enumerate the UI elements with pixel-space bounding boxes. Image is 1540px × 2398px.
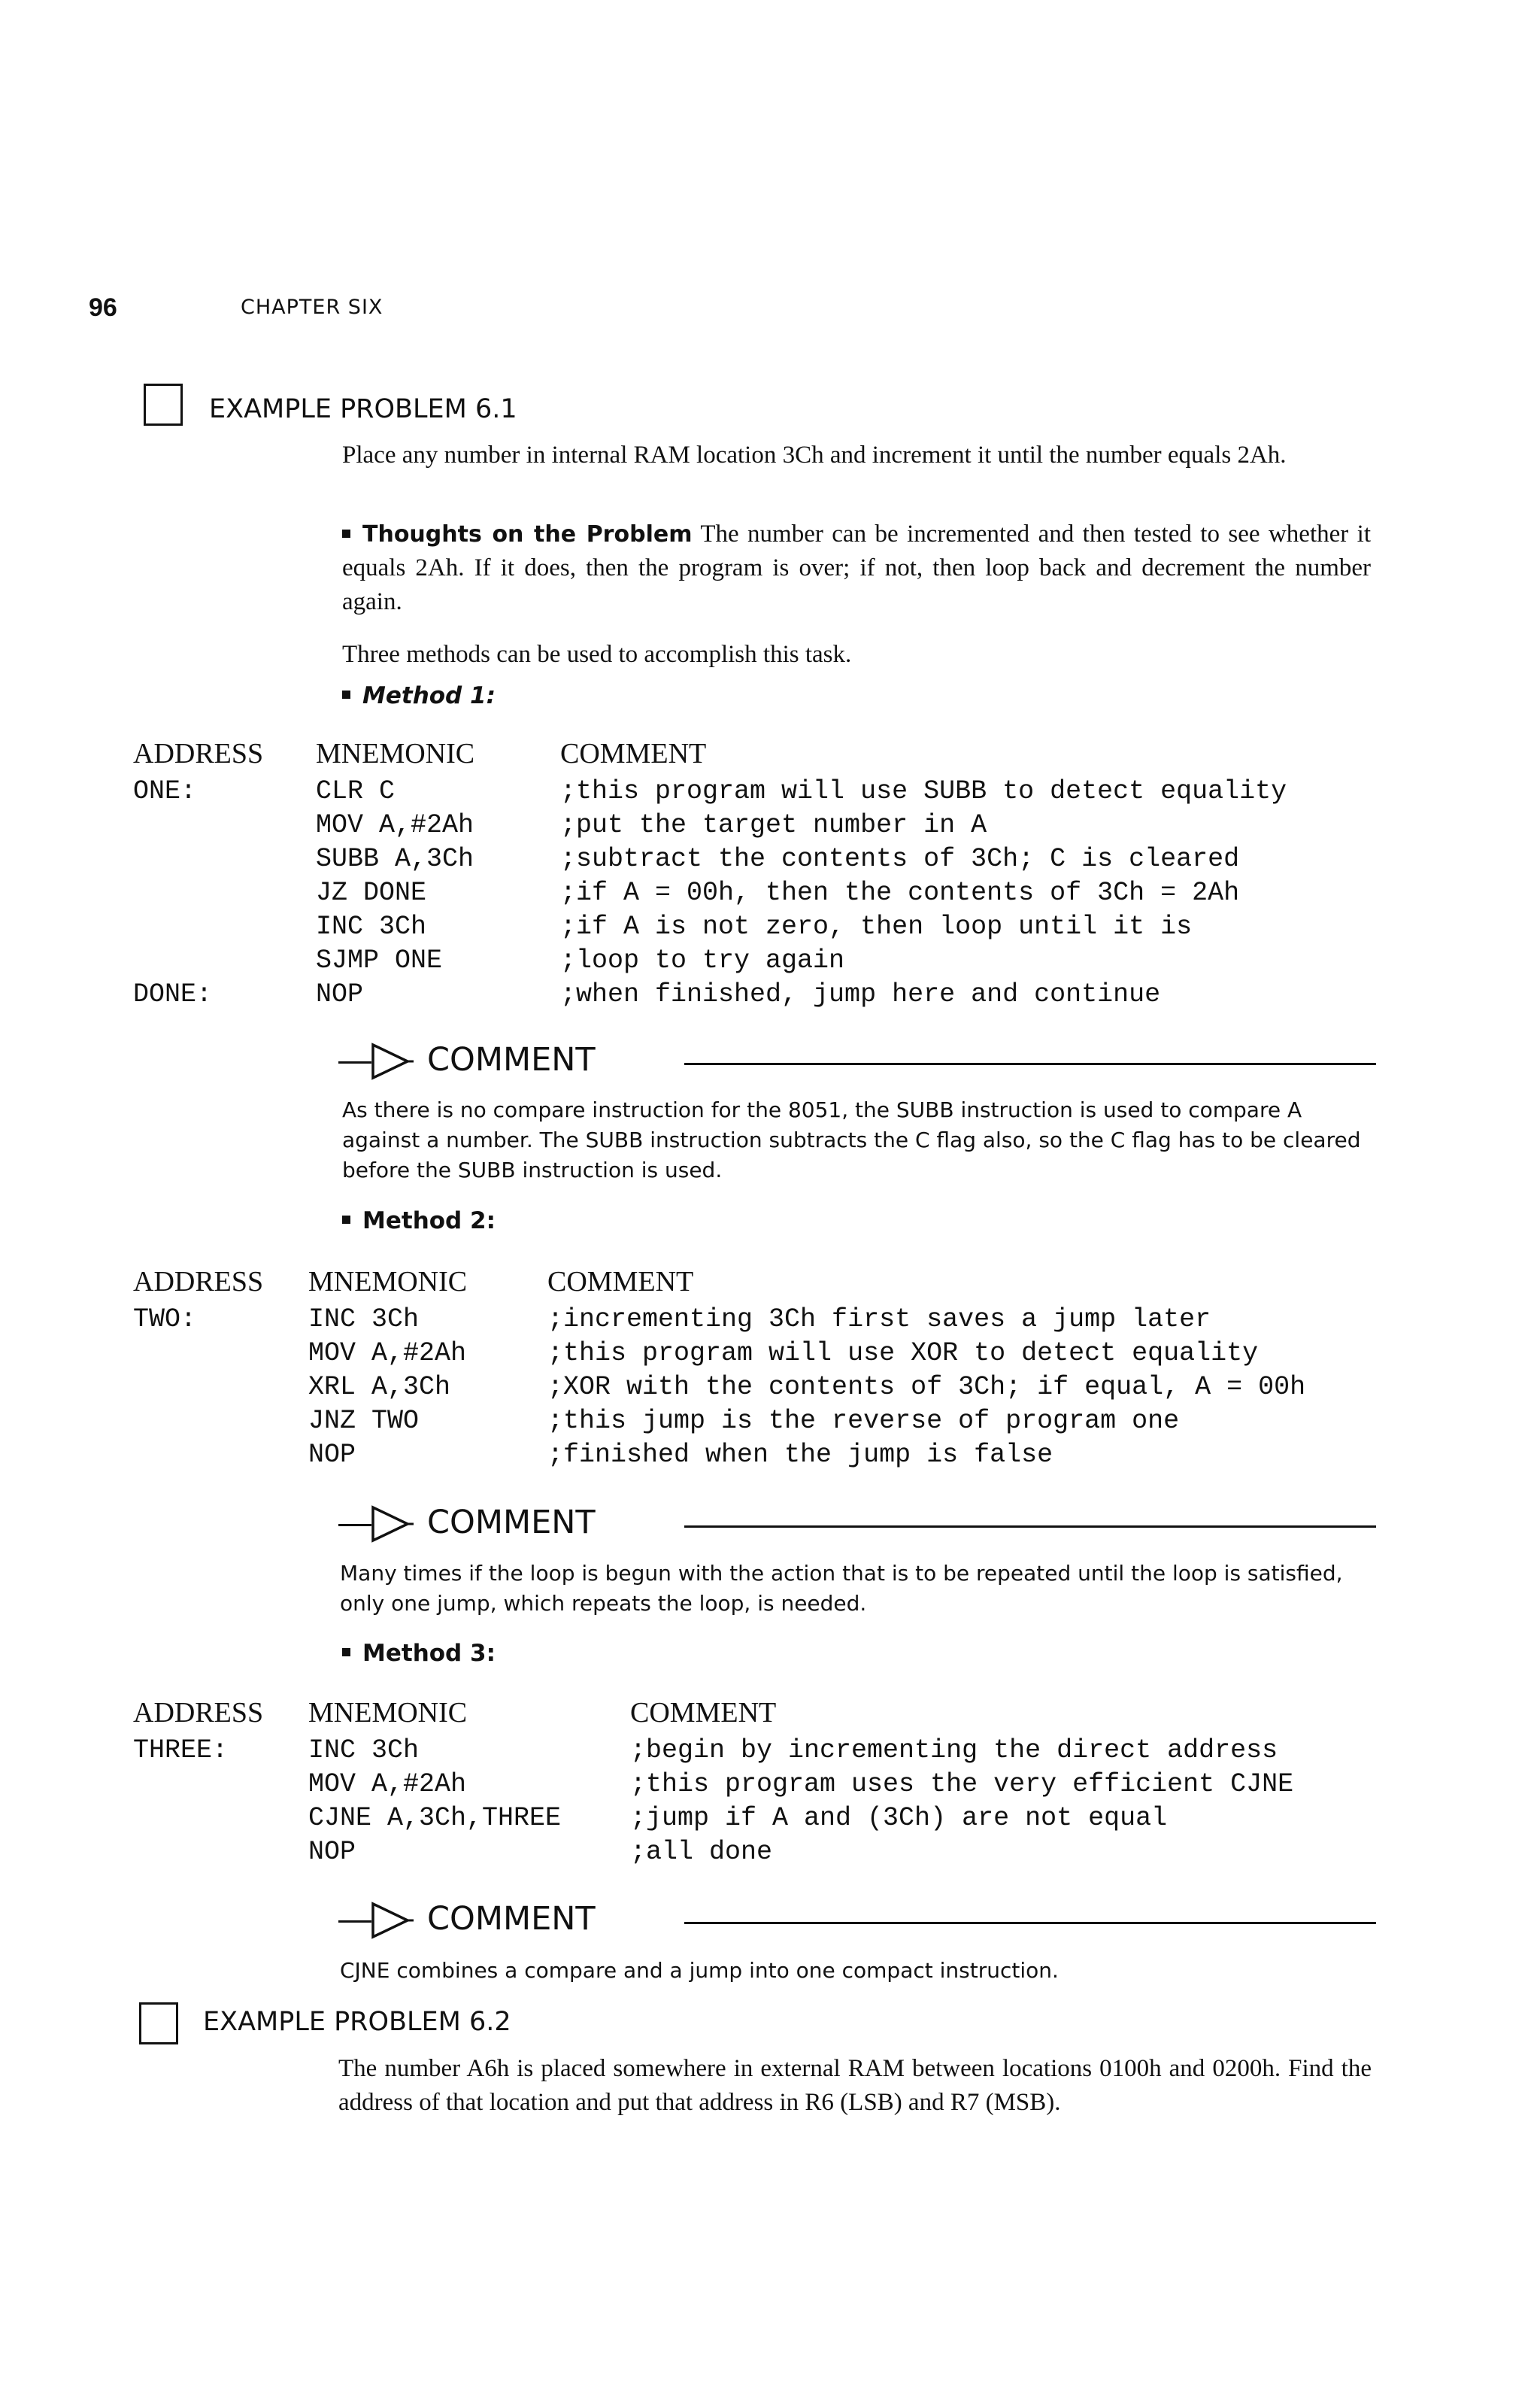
code-comment: ;loop to try again: [560, 946, 845, 976]
code-comment: ;incrementing 3Ch first saves a jump later: [547, 1304, 1211, 1334]
code-comment: ;put the target number in A: [560, 810, 987, 840]
example-box-icon: [139, 2002, 178, 2044]
example-box-icon: [144, 384, 183, 426]
example-2-statement: The number A6h is placed somewhere in external RAM between locations 0100h and 0200h. Find the address of that location and put that address in R6 (LSB) and R7 (MSB).: [338, 2055, 1372, 2116]
code-comment: ;subtract the contents of 3Ch; C is cleared: [560, 844, 1240, 874]
code-comment: ;finished when the jump is false: [547, 1440, 1053, 1470]
col-address: ADDRESS: [133, 1266, 264, 1298]
method-1-label-text: Method 1:: [362, 682, 496, 709]
code-comment: ;this program will use SUBB to detect equality: [560, 776, 1287, 806]
code-comment: ;this program uses the very efficient CJNE: [630, 1769, 1294, 1799]
play-arrow-icon: [368, 1901, 414, 1940]
bullet-icon: [342, 691, 350, 699]
thoughts-paragraph: [342, 518, 1371, 619]
code-comment: ;if A = 00h, then the contents of 3Ch = 2Ah: [560, 878, 1240, 908]
code-mnemonic: XRL A,3Ch: [308, 1372, 451, 1402]
comment-banner: [338, 1900, 1376, 1942]
comment-label: COMMENT: [427, 1900, 596, 1938]
code-comment: ;jump if A and (3Ch) are not equal: [630, 1803, 1168, 1833]
thoughts-lead: Thoughts on the Problem: [362, 521, 693, 548]
code-comment: ;if A is not zero, then loop until it is: [560, 912, 1193, 942]
col-address: ADDRESS: [133, 738, 264, 769]
code-address: DONE:: [133, 979, 213, 1009]
comment-rule-left: [338, 1061, 371, 1064]
code-comment: ;begin by incrementing the direct address: [630, 1735, 1278, 1765]
code-mnemonic: NOP: [308, 1837, 356, 1867]
bullet-icon: [342, 530, 350, 538]
code-mnemonic: INC 3Ch: [308, 1735, 420, 1765]
code-comment: ;when finished, jump here and continue: [560, 979, 1161, 1009]
code-mnemonic: NOP: [316, 979, 364, 1009]
method-2-label-text: Method 2:: [362, 1207, 496, 1234]
code-mnemonic: JZ DONE: [316, 878, 427, 908]
col-comment: COMMENT: [547, 1266, 694, 1298]
code-mnemonic: MOV A,#2Ah: [308, 1338, 467, 1368]
code-address: ONE:: [133, 776, 197, 806]
col-mnemonic: MNEMONIC: [308, 1697, 468, 1729]
code-mnemonic: MOV A,#2Ah: [308, 1769, 467, 1799]
bullet-icon: [342, 1648, 350, 1656]
col-comment: COMMENT: [630, 1697, 777, 1729]
example-1-statement: [342, 439, 1371, 472]
statement-text: Place any number in internal RAM location 3Ch and increment it until the number equals 2Ah.: [342, 442, 1287, 469]
code-comment: ;all done: [630, 1837, 773, 1867]
method-1-label: [342, 682, 496, 709]
page-number: 96: [89, 293, 117, 322]
col-address: ADDRESS: [133, 1697, 264, 1729]
comment-banner: [338, 1041, 1376, 1083]
comment-label: COMMENT: [427, 1041, 596, 1079]
comment-rule-left: [338, 1920, 371, 1923]
code-mnemonic: JNZ TWO: [308, 1406, 420, 1436]
comment-text: CJNE combines a compare and a jump into one compact instruction.: [340, 1958, 1059, 1983]
col-mnemonic: MNEMONIC: [308, 1266, 468, 1298]
play-arrow-icon: [368, 1042, 414, 1081]
code-mnemonic: MOV A,#2Ah: [316, 810, 474, 840]
code-address: THREE:: [133, 1735, 229, 1765]
comment-rule-left: [338, 1524, 371, 1526]
play-arrow-icon: [368, 1504, 414, 1544]
comment-rule-right: [684, 1525, 1376, 1528]
code-mnemonic: CJNE A,3Ch,THREE: [308, 1803, 562, 1833]
example-1-title: EXAMPLE PROBLEM 6.1: [209, 394, 517, 424]
code-mnemonic: INC 3Ch: [308, 1304, 420, 1334]
bullet-icon: [342, 1216, 350, 1224]
comment-banner: [338, 1504, 1376, 1546]
comment-label: COMMENT: [427, 1504, 596, 1541]
comment-rule-right: [684, 1063, 1376, 1065]
col-mnemonic: MNEMONIC: [316, 738, 475, 769]
col-comment: COMMENT: [560, 738, 707, 769]
comment-rule-right: [684, 1922, 1376, 1924]
code-mnemonic: SUBB A,3Ch: [316, 844, 474, 874]
code-mnemonic: CLR C: [316, 776, 396, 806]
code-comment: ;this jump is the reverse of program one: [547, 1406, 1180, 1436]
example-2-title: EXAMPLE PROBLEM 6.2: [203, 2007, 511, 2037]
code-comment: ;this program will use XOR to detect equality: [547, 1338, 1259, 1368]
code-mnemonic: NOP: [308, 1440, 356, 1470]
method-3-label: [342, 1640, 496, 1667]
method-3-label-text: Method 3:: [362, 1640, 496, 1667]
code-comment: ;XOR with the contents of 3Ch; if equal, A = 00h: [547, 1372, 1306, 1402]
chapter-title: CHAPTER SIX: [241, 296, 383, 319]
code-address: TWO:: [133, 1304, 197, 1334]
thoughts-text: The number can be incremented and then tested to see whether it equals 2Ah. If it does, then the program is over; if not, then loop back and decrement the number again.: [342, 521, 1372, 615]
method-2-label: [342, 1207, 496, 1234]
code-mnemonic: INC 3Ch: [316, 912, 427, 942]
code-mnemonic: SJMP ONE: [316, 946, 443, 976]
comment-text: Many times if the loop is begun with the action that is to be repeated until the loop is satisfied, only one jump, which repeats the loop, is needed.: [340, 1561, 1343, 1616]
methods-intro: Three methods can be used to accomplish this task.: [342, 641, 852, 668]
comment-text: As there is no compare instruction for the 8051, the SUBB instruction is used to compare A against a number. The SUBB instruction subtracts the C flag also, so the C flag has to be cleared before the SUBB instruction is used.: [342, 1097, 1361, 1182]
